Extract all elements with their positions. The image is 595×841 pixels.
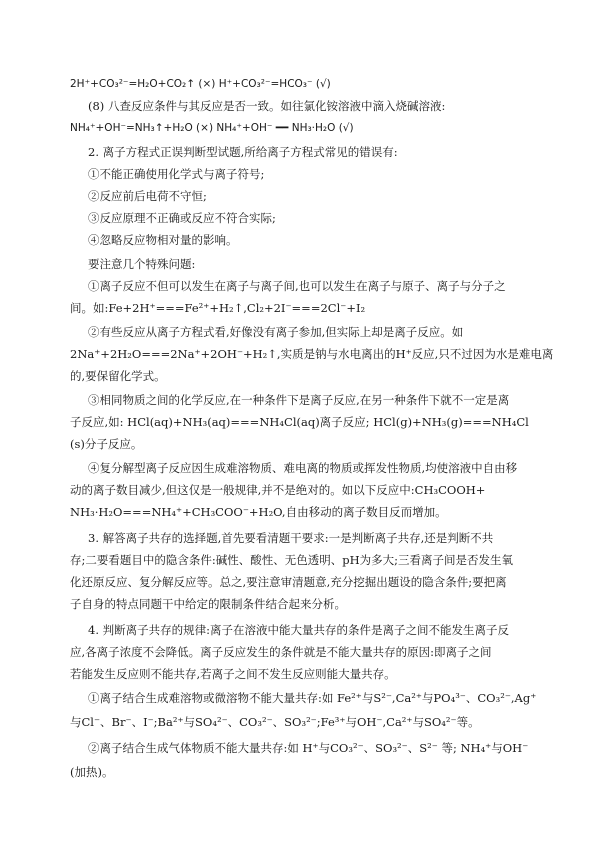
text-line: ①离子反应不但可以发生在离子与离子间,也可以发生在离子与原子、离子与分子之 — [88, 279, 506, 293]
text-line: 间。如:Fe+2H⁺===Fe²⁺+H₂↑,Cl₂+2I⁻===2Cl⁻+I₂ — [70, 301, 366, 315]
text-line: (s)分子反应。 — [70, 437, 143, 451]
text-line: 与Cl⁻、Br⁻、I⁻;Ba²⁺与SO₄²⁻、CO₃²⁻、SO₃²⁻;Fe³⁺与OH⁻,Ca²⁺与SO₄²⁻等。 — [70, 715, 480, 729]
text-line: 子反应,如: HCl(aq)+NH₃(aq)===NH₄Cl(aq)离子反应; HCl(g)+NH₃(g)===NH₄Cl — [70, 415, 529, 429]
list-item: ③反应原理不正确或反应不符合实际; — [88, 211, 276, 225]
section-heading-2: 2. 离子方程式正误判断型试题,所给离子方程式常见的错误有: — [88, 145, 398, 159]
list-item: ②反应前后电荷不守恒; — [88, 189, 207, 203]
list-item: ①不能正确使用化学式与离子符号; — [88, 167, 265, 181]
text-line: 存;二要看题目中的隐含条件:碱性、酸性、无色透明、pH为多大;三看离子间是否发生氧 — [70, 553, 514, 567]
text-line: 子自身的特点同题干中给定的限制条件结合起来分析。 — [70, 597, 346, 611]
text-line: 若能发生反应则不能共存,若离子之间不发生反应则能大量共存。 — [70, 667, 396, 681]
section-heading-3: 3. 解答离子共存的选择题,首先要看清题干要求:一是判断离子共存,还是判断不共 — [88, 531, 494, 545]
text-line: NH₃·H₂O===NH₄⁺+CH₃COO⁻+H₂O,自由移动的离子数目反而增加。 — [70, 505, 447, 519]
text-line: ②有些反应从离子方程式看,好像没有离子参加,但实际上却是离子反应。如 — [88, 325, 464, 339]
text-line: 应,各离子浓度不会降低。离子反应发生的条件就是不能大量共存的原因:即离子之间 — [70, 645, 492, 659]
list-item: ④忽略反应物相对量的影响。 — [88, 233, 238, 247]
section-heading-4: 4. 判断离子共存的规律:离子在溶液中能大量共存的条件是离子之间不能发生离子反 — [88, 623, 509, 637]
sub-heading: 要注意几个特殊问题: — [88, 257, 196, 271]
text-line: 动的离子数目减少,但这仅是一般规律,并不是绝对的。如以下反应中:CH₃COOH+ — [70, 483, 486, 497]
text-line: (加热)。 — [70, 765, 114, 779]
text-line: 化还原反应、复分解反应等。总之,要注意审清题意,充分挖掘出题设的隐含条件;要把离 — [70, 575, 507, 589]
equation-line-1: 2H⁺+CO₃²⁻=H₂O+CO₂↑ (×) H⁺+CO₃²⁻=HCO₃⁻ (√) — [70, 78, 331, 90]
text-line-2: (8) 八查反应条件与其反应是否一致。如往氯化铵溶液中滴入烧碱溶液: — [88, 99, 446, 113]
text-line: ②离子结合生成气体物质不能大量共存:如 H⁺与CO₃²⁻、SO₃²⁻、S²⁻ 等; NH₄⁺与OH⁻ — [88, 741, 529, 755]
text-line: ④复分解型离子反应因生成难溶物质、难电离的物质或挥发性物质,均使溶液中自由移 — [88, 461, 518, 475]
text-line: ①离子结合生成难溶物或微溶物不能大量共存:如 Fe²⁺与S²⁻,Ca²⁺与PO₄³⁻、CO₃²⁻,Ag⁺ — [88, 691, 537, 705]
text-line: 的,要保留化学式。 — [70, 369, 166, 383]
text-line: ③相同物质之间的化学反应,在一种条件下是离子反应,在另一种条件下就不一定是离 — [88, 393, 510, 407]
text-line: 2Na⁺+2H₂O===2Na⁺+2OH⁻+H₂↑,实质是钠与水电离出的H⁺反应,只不过因为水是难电离 — [70, 347, 554, 361]
equation-line-3: NH₄⁺+OH⁻=NH₃↑+H₂O (×) NH₄⁺+OH⁻ ━━ NH₃·H₂O (√) — [70, 122, 354, 134]
